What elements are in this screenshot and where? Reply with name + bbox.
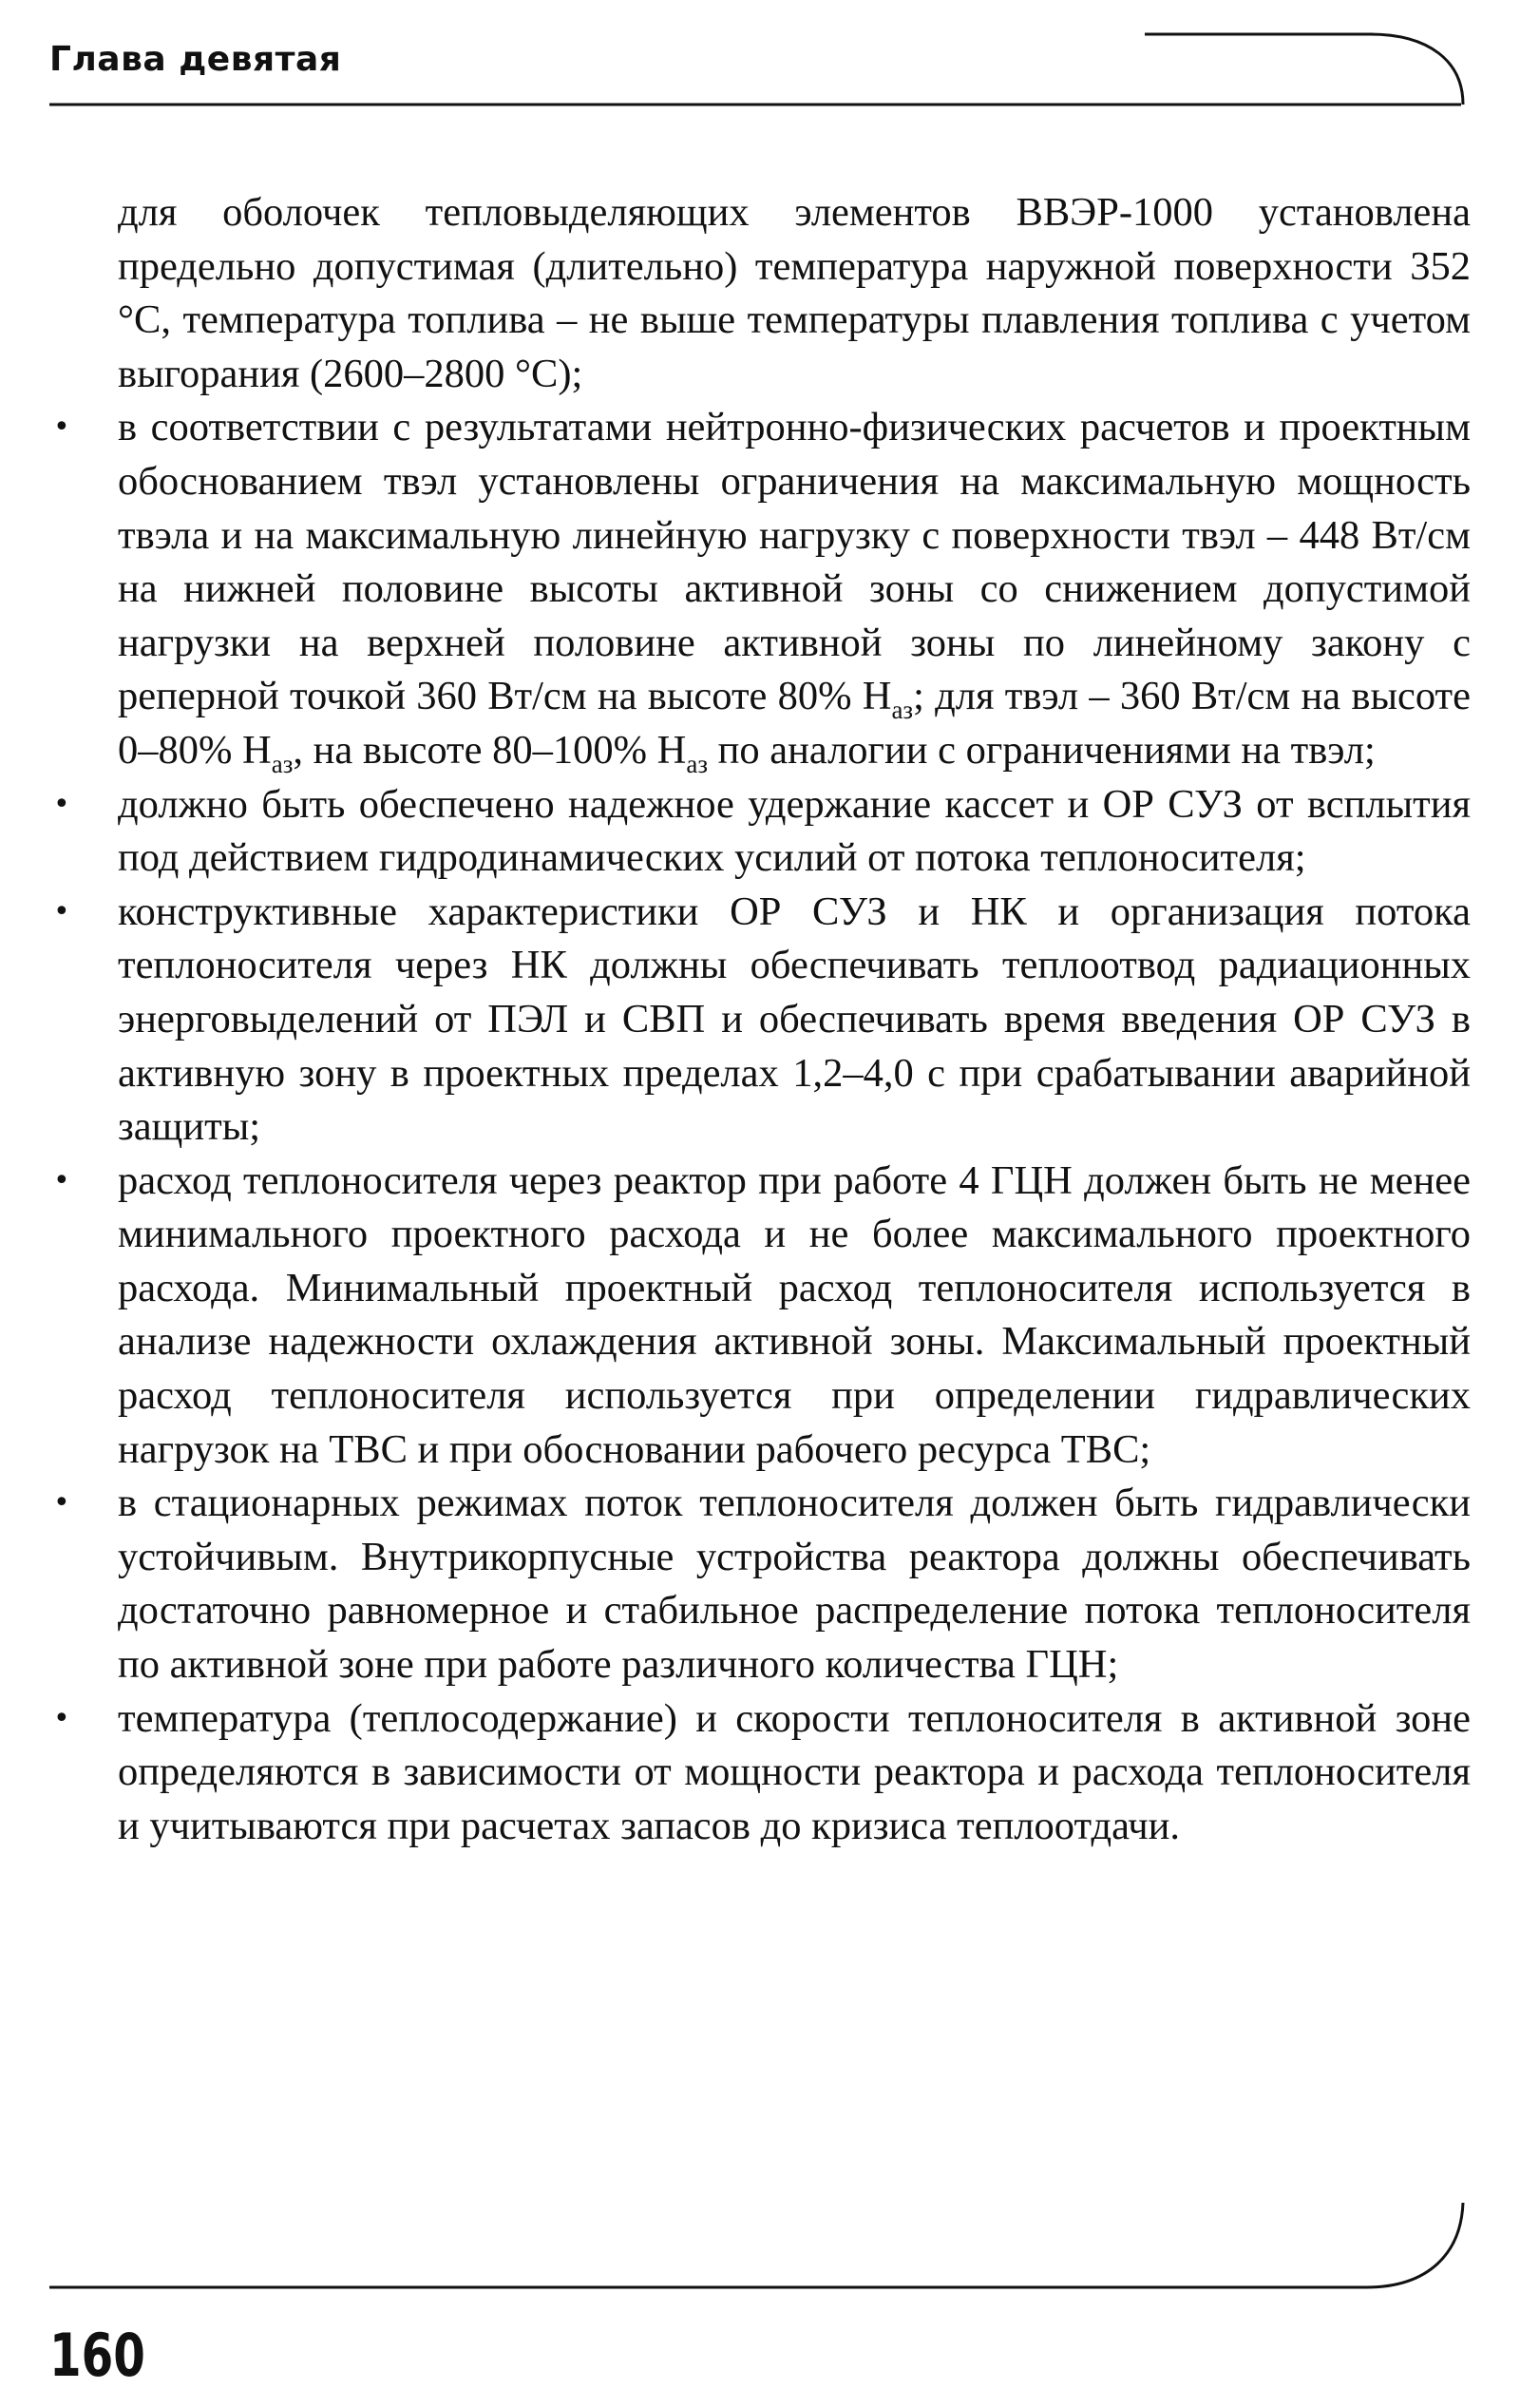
bullet-icon: • bbox=[53, 894, 70, 928]
bullet-icon: • bbox=[53, 1163, 70, 1197]
list-item: • в стационарных режимах поток теплоносителя должен быть гидравлически устойчивым. Внутрикорпусные устройства реактора должны обеспечивать достаточно равномерное и стабильное распределение потока теплоносителя по активной зоне при работе различного количества ГЦН; bbox=[118, 1477, 1471, 1691]
bullet-icon: • bbox=[53, 411, 70, 445]
bullet-icon: • bbox=[53, 787, 70, 821]
header-rule-curve bbox=[1370, 34, 1463, 105]
page-number: 160 bbox=[49, 2321, 145, 2390]
list-item: • расход теплоносителя через реактор при работе 4 ГЦН должен быть не менее минимального проектного расхода и не более максимального проектного расхода. Минимальный проектный расход теплоносителя используется в анализе надежности охлаждения активной зоны. Максимальный проектный расход теплоносителя используется при определении гидравлических нагрузок на ТВС и при обосновании рабочего ресурса ТВС; bbox=[118, 1155, 1471, 1478]
list-item: • конструктивные характеристики ОР СУЗ и НК и организация потока теплоносителя через НК должны обеспечивать теплоотвод радиационных энерговыделений от ПЭЛ и СВП и обеспечивать время введения ОР СУЗ в активную зону в проектных пределах 1,2–4,0 с при срабатывании аварийной защиты; bbox=[118, 886, 1471, 1155]
requirements-list bbox=[53, 401, 1471, 1853]
bullet-icon: • bbox=[53, 1701, 70, 1735]
list-item: • температура (теплосодержание) и скорости теплоносителя в активной зоне определяются в зависимости от мощности реактора и расхода теплоносителя и учитываются при расчетах запасов до кризиса теплоотдачи. bbox=[118, 1692, 1471, 1854]
list-item: • в соответствии с результатами нейтронно-физических расчетов и проектным обоснованием твэл установлены ограничения на максимальную мощность твэла и на максимальную линейную нагрузку с поверхности твэл – 448 Вт/см на нижней половине высоты активной зоны со снижением допустимой нагрузки на верхней половине активной зоны по линейному закону с реперной точкой 360 Вт/см на высоте 80% $Н_{аз}$; для твэл – 360 Вт/см на высоте 0–80% $Н_{аз}$, на высоте 80–100% $Н_{аз}$ по аналогии с ограничениями на твэл; bbox=[118, 401, 1471, 777]
bullet-icon: • bbox=[53, 1486, 70, 1520]
footer-rule-curve bbox=[1366, 2203, 1463, 2287]
chapter-title: Глава девятая bbox=[49, 40, 342, 79]
body-text bbox=[53, 186, 1471, 1853]
list-item: • должно быть обеспечено надежное удержание кассет и ОР СУЗ от всплытия под действием гидродинамических усилий от потока теплоносителя; bbox=[118, 778, 1471, 886]
intro-paragraph: для оболочек тепловыделяющих элементов ВВЭР-1000 установлена предельно допустимая (длительно) температура наружной поверхности 352 °С, температура топлива – не выше температуры плавления топлива с учетом выгорания (2600–2800 °С); bbox=[118, 190, 1471, 396]
